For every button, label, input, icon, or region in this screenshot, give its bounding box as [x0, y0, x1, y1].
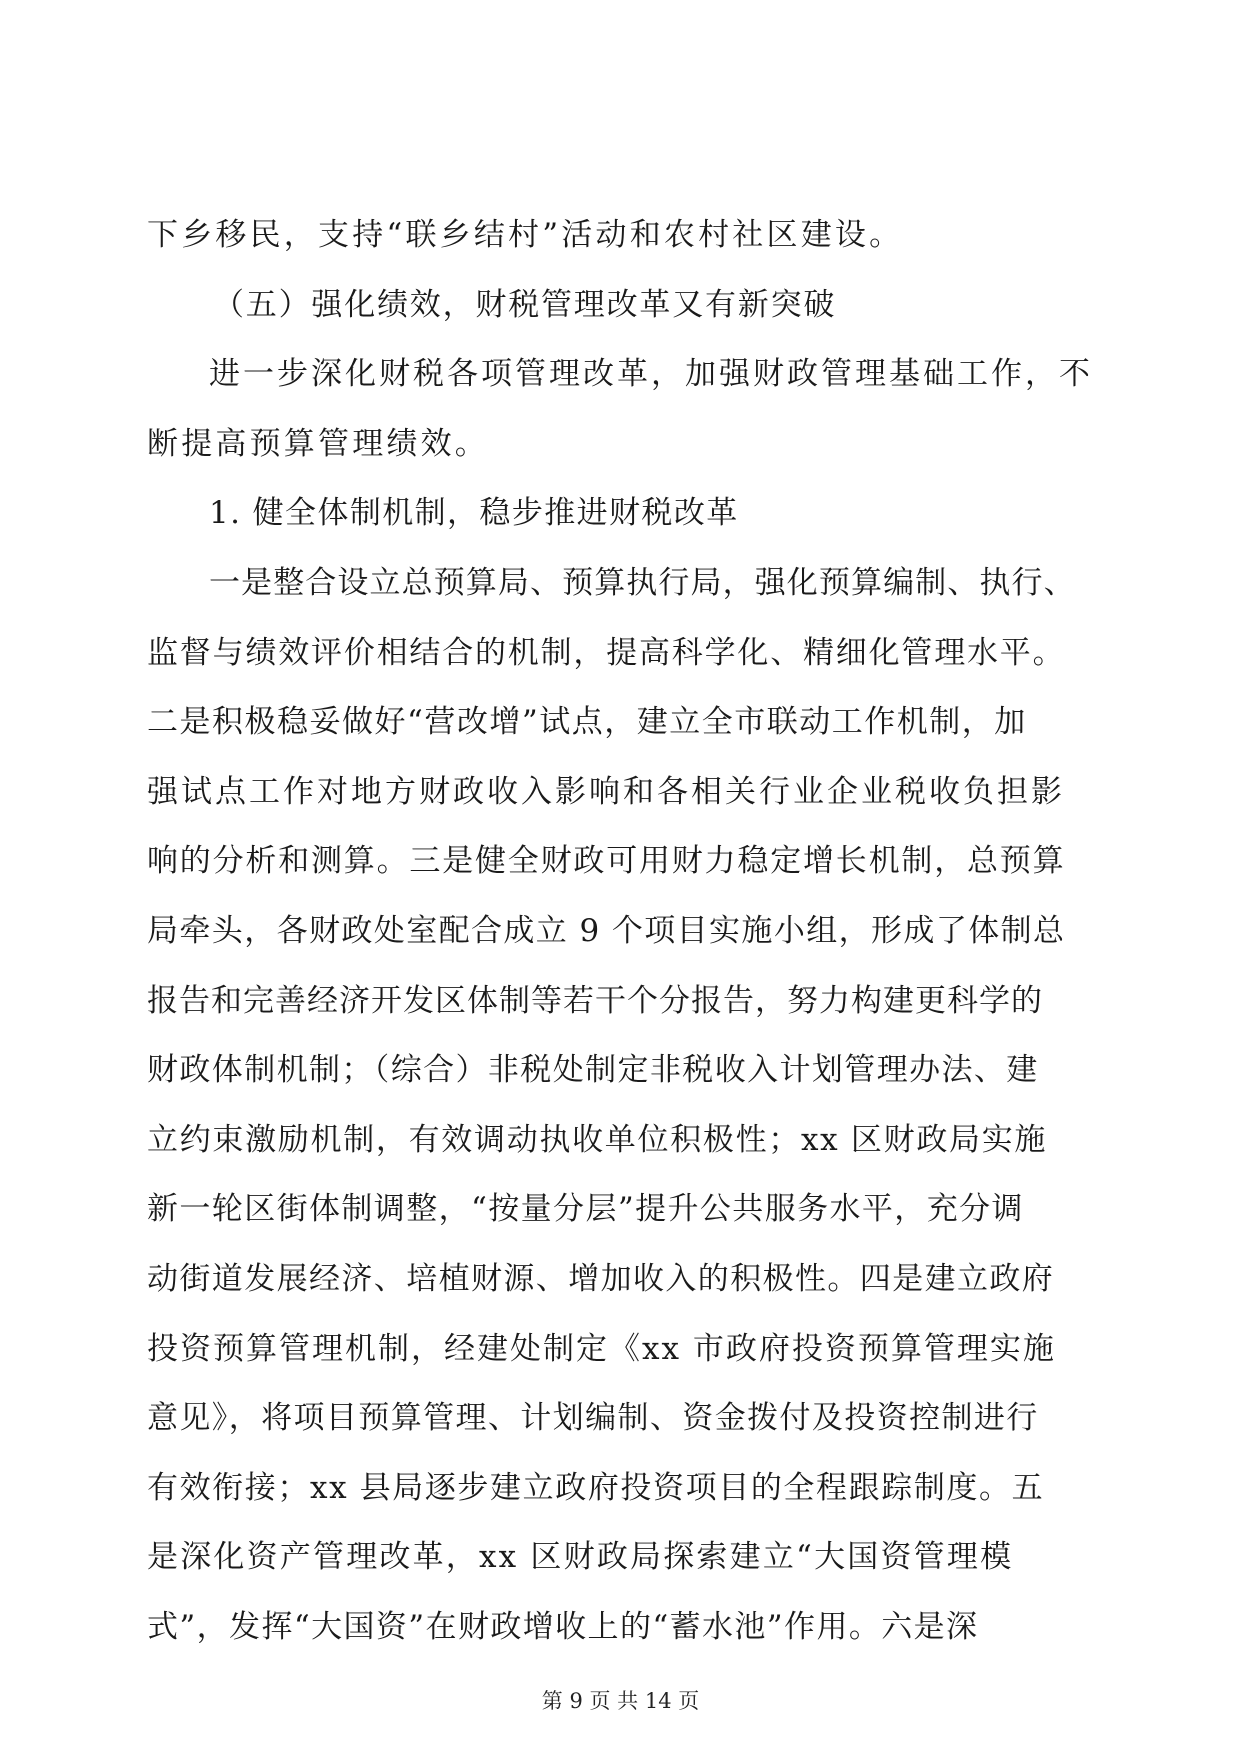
text-line-8: 二是积极稳妥做好“营改增”试点，建立全市联动工作机制，加	[147, 704, 1027, 740]
text-line-3: 进一步深化财税各项管理改革，加强财政管理基础工作，不	[209, 356, 1093, 392]
text-line-10: 响的分析和测算。三是健全财政可用财力稳定增长机制，总预算	[147, 843, 1066, 879]
text-line-12: 报告和完善经济开发区体制等若干个分报告，努力构建更科学的	[147, 983, 1043, 1019]
text-line-6: 一是整合设立总预算局、预算执行局，强化预算编制、执行、	[209, 565, 1076, 601]
text-line-11: 局牵头，各财政处室配合成立 9 个项目实施小组，形成了体制总	[147, 913, 1066, 949]
text-line-20: 是深化资产管理改革，xx 区财政局探索建立“大国资管理模	[147, 1539, 1014, 1575]
text-line-18: 意见》，将项目预算管理、计划编制、资金拨付及投资控制进行	[147, 1400, 1039, 1436]
text-line-19: 有效衔接；xx 县局逐步建立政府投资项目的全程跟踪制度。五	[147, 1470, 1045, 1506]
text-line-16: 动街道发展经济、培植财源、增加收入的积极性。四是建立政府	[147, 1261, 1055, 1297]
text-line-21: 式”，发挥“大国资”在财政增收上的“蓄水池”作用。六是深	[147, 1609, 979, 1645]
text-line-14: 立约束激励机制，有效调动执收单位积极性；xx 区财政局实施	[147, 1122, 1048, 1158]
text-line-4: 断提高预算管理绩效。	[147, 426, 489, 462]
text-line-7: 监督与绩效评价相结合的机制，提高科学化、精细化管理水平。	[147, 635, 1066, 671]
text-line-9: 强试点工作对地方财政收入影响和各相关行业企业税收负担影	[147, 774, 1065, 810]
subsection-heading: 1. 健全体制机制，稳步推进财税改革	[209, 495, 739, 531]
text-line-1: 下乡移民，支持“联乡结村”活动和农村社区建设。	[147, 217, 904, 253]
text-line-17: 投资预算管理机制，经建处制定《xx 市政府投资预算管理实施	[147, 1331, 1056, 1367]
section-heading: （五）强化绩效，财税管理改革又有新突破	[213, 287, 837, 323]
page-number-footer: 第 9 页 共 14 页	[541, 1689, 700, 1713]
text-line-15: 新一轮区街体制调整，“按量分层”提升公共服务水平，充分调	[147, 1191, 1024, 1227]
text-line-13: 财政体制机制；（综合）非税处制定非税收入计划管理办法、建	[147, 1052, 1039, 1088]
